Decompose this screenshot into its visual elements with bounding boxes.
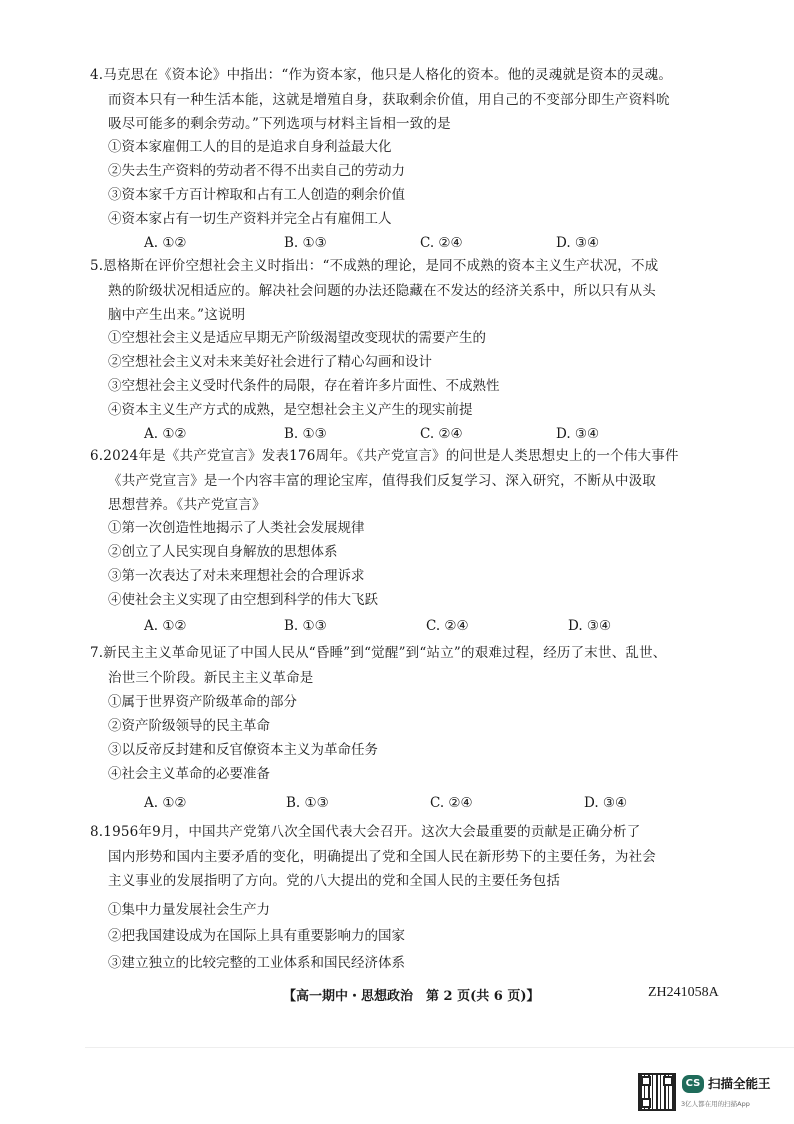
choice-b[interactable]: B. ①③: [286, 795, 329, 811]
choice-d[interactable]: D. ③④: [568, 618, 612, 634]
option-1: ①资本家雇佣工人的目的是追求自身利益最大化: [108, 139, 392, 155]
choice-b[interactable]: B. ①③: [284, 235, 327, 251]
stem-line: 吸尽可能多的剩余劳动。”下列选项与材料主旨相一致的是: [108, 116, 451, 132]
option-2: ②空想社会主义对未来美好社会进行了精心勾画和设计: [108, 354, 432, 370]
choice-d[interactable]: D. ③④: [556, 235, 600, 251]
stem-line: 熟的阶级状况相适应的。解决社会问题的办法还隐藏在不发达的经济关系中，所以只有从头: [108, 282, 656, 299]
option-3: ③空想社会主义受时代条件的局限，存在着许多片面性、不成熟性: [108, 378, 500, 394]
stem-line: 8.1956年9月，中国共产党第八次全国代表大会召开。这次大会最重要的贡献是正确分析了: [90, 824, 641, 840]
option-2: ②创立了人民实现自身解放的思想体系: [108, 544, 338, 560]
choice-d[interactable]: D. ③④: [556, 426, 600, 442]
stem-line: 国内形势和国内主要矛盾的变化，明确提出了党和全国人民在新形势下的主要任务，为社会: [108, 848, 656, 865]
choice-c[interactable]: C. ②④: [426, 618, 469, 634]
option-2: ②资产阶级领导的民主革命: [108, 718, 270, 734]
page-footer: [0, 985, 794, 1009]
option-4: ④社会主义革命的必要准备: [108, 766, 270, 782]
question-stem: [90, 63, 690, 137]
stem-line: 主义事业的发展指明了方向。党的八大提出的党和全国人民的主要任务包括: [108, 873, 561, 889]
stem-line: 《共产党宣言》是一个内容丰富的理论宝库，值得我们反复学习、深入研究，不断从中汲取: [108, 472, 656, 489]
choice-a[interactable]: A. ①②: [144, 426, 187, 442]
choice-a[interactable]: A. ①②: [144, 795, 187, 811]
option-3: ③第一次表达了对未来理想社会的合理诉求: [108, 568, 365, 584]
question-stem: [90, 641, 690, 690]
option-3: ③建立独立的比较完整的工业体系和国民经济体系: [108, 955, 405, 971]
choice-a[interactable]: A. ①②: [144, 235, 187, 251]
option-2: ②失去生产资料的劳动者不得不出卖自己的劳动力: [108, 163, 405, 179]
question-stem: [90, 820, 690, 894]
option-1: ①属于世界资产阶级革命的部分: [108, 694, 297, 710]
choice-a[interactable]: A. ①②: [144, 618, 187, 634]
option-4: ④资本家占有一切生产资料并完全占有雇佣工人: [108, 211, 392, 227]
option-4: ④资本主义生产方式的成熟，是空想社会主义产生的现实前提: [108, 402, 473, 418]
choice-b[interactable]: B. ①③: [284, 426, 327, 442]
option-1: ①第一次创造性地揭示了人类社会发展规律: [108, 520, 365, 536]
footer-exam-code: ZH241058A: [648, 985, 719, 1000]
stem-line: 而资本只有一种生活本能，这就是增殖自身，获取剩余价值，用自己的不变部分即生产资料吮: [108, 91, 670, 108]
option-2: ②把我国建设成为在国际上具有重要影响力的国家: [108, 928, 405, 944]
choice-c[interactable]: C. ②④: [420, 426, 463, 442]
stem-line: 治世三个阶段。新民主主义革命是: [108, 669, 314, 686]
choice-b[interactable]: B. ①③: [284, 618, 327, 634]
option-3: ③以反帝反封建和反官僚资本主义为革命任务: [108, 742, 378, 758]
stem-line: 6.2024年是《共产党宣言》发表176周年。《共产党宣言》的问世是人类思想史上的一个伟大事件: [90, 448, 679, 464]
option-4: ④使社会主义实现了由空想到科学的伟大飞跃: [108, 592, 378, 608]
stem-line: 思想营养。《共产党宣言》: [108, 497, 266, 513]
stem-line: 5.恩格斯在评价空想社会主义时指出：“不成熟的理论，是同不成熟的资本主义生产状况，不成: [90, 258, 659, 274]
stem-line: 7.新民主主义革命见证了中国人民从“昏睡”到“觉醒”到“站立”的艰难过程，经历了末世、乱世、: [90, 645, 667, 661]
stem-line: 脑中产生出来。”这说明: [108, 307, 246, 323]
choice-c[interactable]: C. ②④: [420, 235, 463, 251]
option-1: ①空想社会主义是适应早期无产阶级渴望改变现状的需要产生的: [108, 330, 486, 346]
question-stem: [90, 254, 690, 328]
option-3: ③资本家千方百计榨取和占有工人创造的剩余价值: [108, 187, 405, 203]
choice-d[interactable]: D. ③④: [584, 795, 628, 811]
scanner-app-tagline: 3亿人都在用的扫描App: [681, 1100, 750, 1108]
divider: [85, 1047, 794, 1048]
scanner-app-name: 扫描全能王: [708, 1076, 771, 1091]
cs-logo-icon: CS: [682, 1075, 704, 1093]
question-stem: [90, 444, 690, 518]
qr-code-icon: [638, 1073, 676, 1111]
choice-c[interactable]: C. ②④: [430, 795, 473, 811]
stem-line: 4.马克思在《资本论》中指出：“作为资本家，他只是人格化的资本。他的灵魂就是资本的灵魂。: [90, 67, 673, 83]
option-1: ①集中力量发展社会生产力: [108, 902, 270, 918]
footer-page-info: 【高一期中・思想政治 第 2 页(共 6 页)】: [283, 989, 540, 1004]
